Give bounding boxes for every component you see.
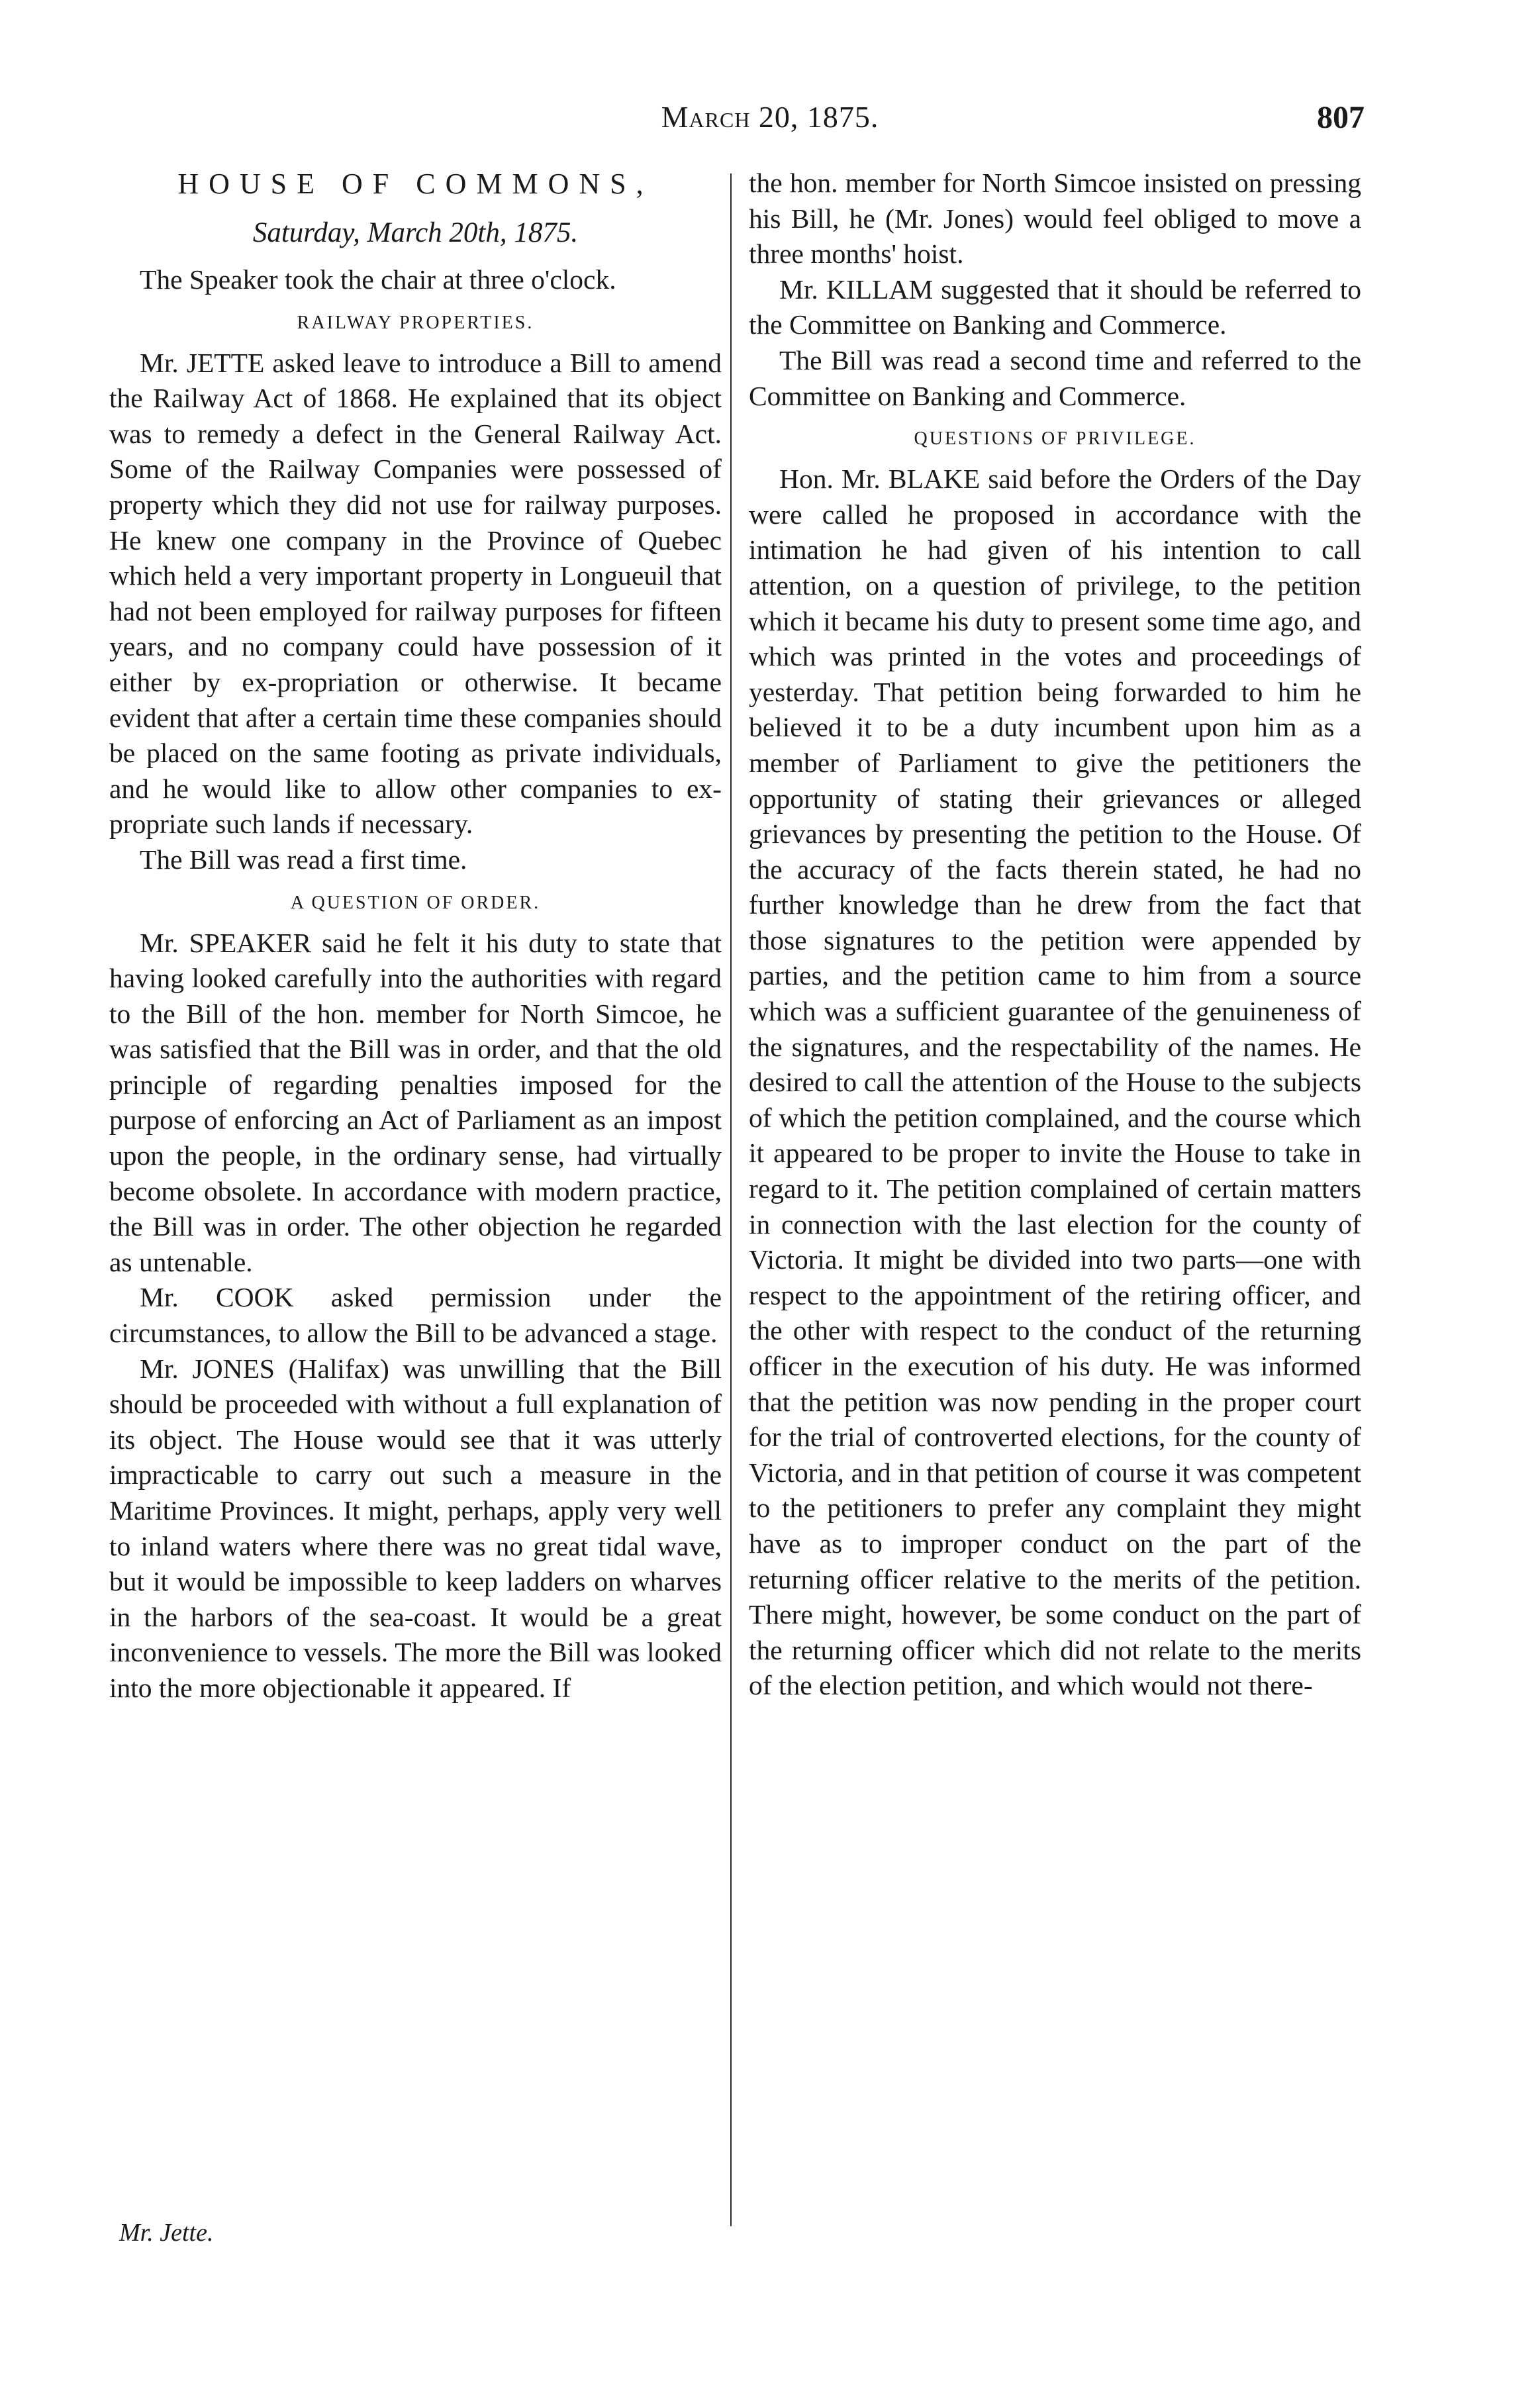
- jones-paragraph: Mr. JONES (Halifax) was unwilling that the Bill should be proceeded with without a full explanation of its object. The House would see that it was utterly impracticable to carry out such a measure in the Maritime Provinces. It might, perhaps, apply very well to inland waters where there was no great tidal wave, but it would be impossible to keep ladders on wharves in the harbors of the sea-coast. It would be a great inconvenience to vessels. The more the Bill was looked into the more objectionable it appeared. If: [109, 1353, 722, 1703]
- footer-catchword: Mr. Jette.: [119, 2219, 214, 2247]
- railway-properties-heading: RAILWAY PROPERTIES.: [297, 312, 534, 333]
- house-title: HOUSE OF COMMONS,: [177, 168, 653, 200]
- question-of-order-heading: A QUESTION OF ORDER.: [290, 892, 541, 913]
- running-header: [0, 99, 1540, 139]
- right-column: [749, 166, 1361, 1704]
- killam-paragraph: Mr. KILLAM suggested that it should be referred to the Committee on Banking and Commerce.: [749, 273, 1361, 340]
- running-date: March 20, 1875.: [661, 100, 879, 134]
- blake-paragraph: Hon. Mr. BLAKE said before the Orders of the Day were called he proposed in accordance with the intimation he had given of his intention to call attention, on a question of privilege, to the petition which it became his duty to present some time ago, and which was printed in the votes and proceedings of yesterday. That petition being forwarded to him he believed it to be a duty incumbent upon him as a member of Parliament to give the petitioners the opportunity of stating their grievances or alleged grievances by presenting the petition to the House. Of the accuracy of the facts therein stated, he had no further knowledge than he drew from the fact that those signatures to the petition were appended by parties, and the petition came to him from a source which was a sufficient guarantee of the genuineness of the signatures, and the respectability of the names. He desired to call the attention of the House to the subjects of which the petition complained, and the course which it appeared to be proper to invite the House to take in regard to it. The petition complained of certain matters in connection with the last election for the county of Victoria. It might be divided into two parts—one with respect to the appointment of the retiring officer, and the other with respect to the conduct of the returning officer in the execution of his duty. He was informed that the petition was now pending in the proper court for the trial of controverted elections, for the county of Victoria, and in that petition of course it was competent to the petitioners to prefer any complaint they might have as to improper conduct on the part of the returning officer relative to the merits of the petition. There might, however, be some conduct on the part of the returning officer which did not relate to the merits of the election petition, and which would not there-: [749, 464, 1361, 1701]
- column-divider: [730, 173, 732, 2226]
- first-reading-paragraph: The Bill was read a first time.: [140, 844, 467, 875]
- speaker-ruling-paragraph: Mr. SPEAKER said he felt it his duty to state that having looked carefully into the authorities with regard to the Bill of the hon. member for North Simcoe, he was satisfied that the Bill was in order, and that the old principle of regarding penalties imposed for the purpose of enforcing an Act of Parliament as an impost upon the people, in the ordinary sense, had virtually become obsolete. In accordance with modern practice, the Bill was in order. The other objection he regarded as untenable.: [109, 927, 722, 1277]
- left-column: [109, 166, 722, 1706]
- speaker-chair-paragraph: The Speaker took the chair at three o'clock.: [140, 264, 616, 295]
- second-reading-paragraph: The Bill was read a second time and referred to the Committee on Banking and Commerce.: [749, 344, 1361, 411]
- jette-paragraph: Mr. JETTE asked leave to introduce a Bill to amend the Railway Act of 1868. He explained that its object was to remedy a defect in the General Railway Act. Some of the Railway Companies were possessed of property which they did not use for railway purposes. He knew one company in the Province of Quebec which held a very important property in Longueuil that had not been employed for railway purposes for fifteen years, and no company could have possession of it either by ex-propriation or otherwise. It became evident that after a certain time these companies should be placed on the same footing as private individuals, and he would like to allow other companies to ex-propriate such lands if necessary.: [109, 347, 722, 840]
- questions-of-privilege-heading: QUESTIONS OF PRIVILEGE.: [914, 428, 1196, 450]
- page-number: 807: [1317, 100, 1365, 135]
- sitting-date: Saturday, March 20th, 1875.: [252, 217, 579, 248]
- cook-paragraph: Mr. COOK asked permission under the circumstances, to allow the Bill to be advanced a stage.: [109, 1282, 722, 1349]
- jones-continued-paragraph: the hon. member for North Simcoe insisted on pressing his Bill, he (Mr. Jones) would feel obliged to move a three months' hoist.: [749, 168, 1361, 269]
